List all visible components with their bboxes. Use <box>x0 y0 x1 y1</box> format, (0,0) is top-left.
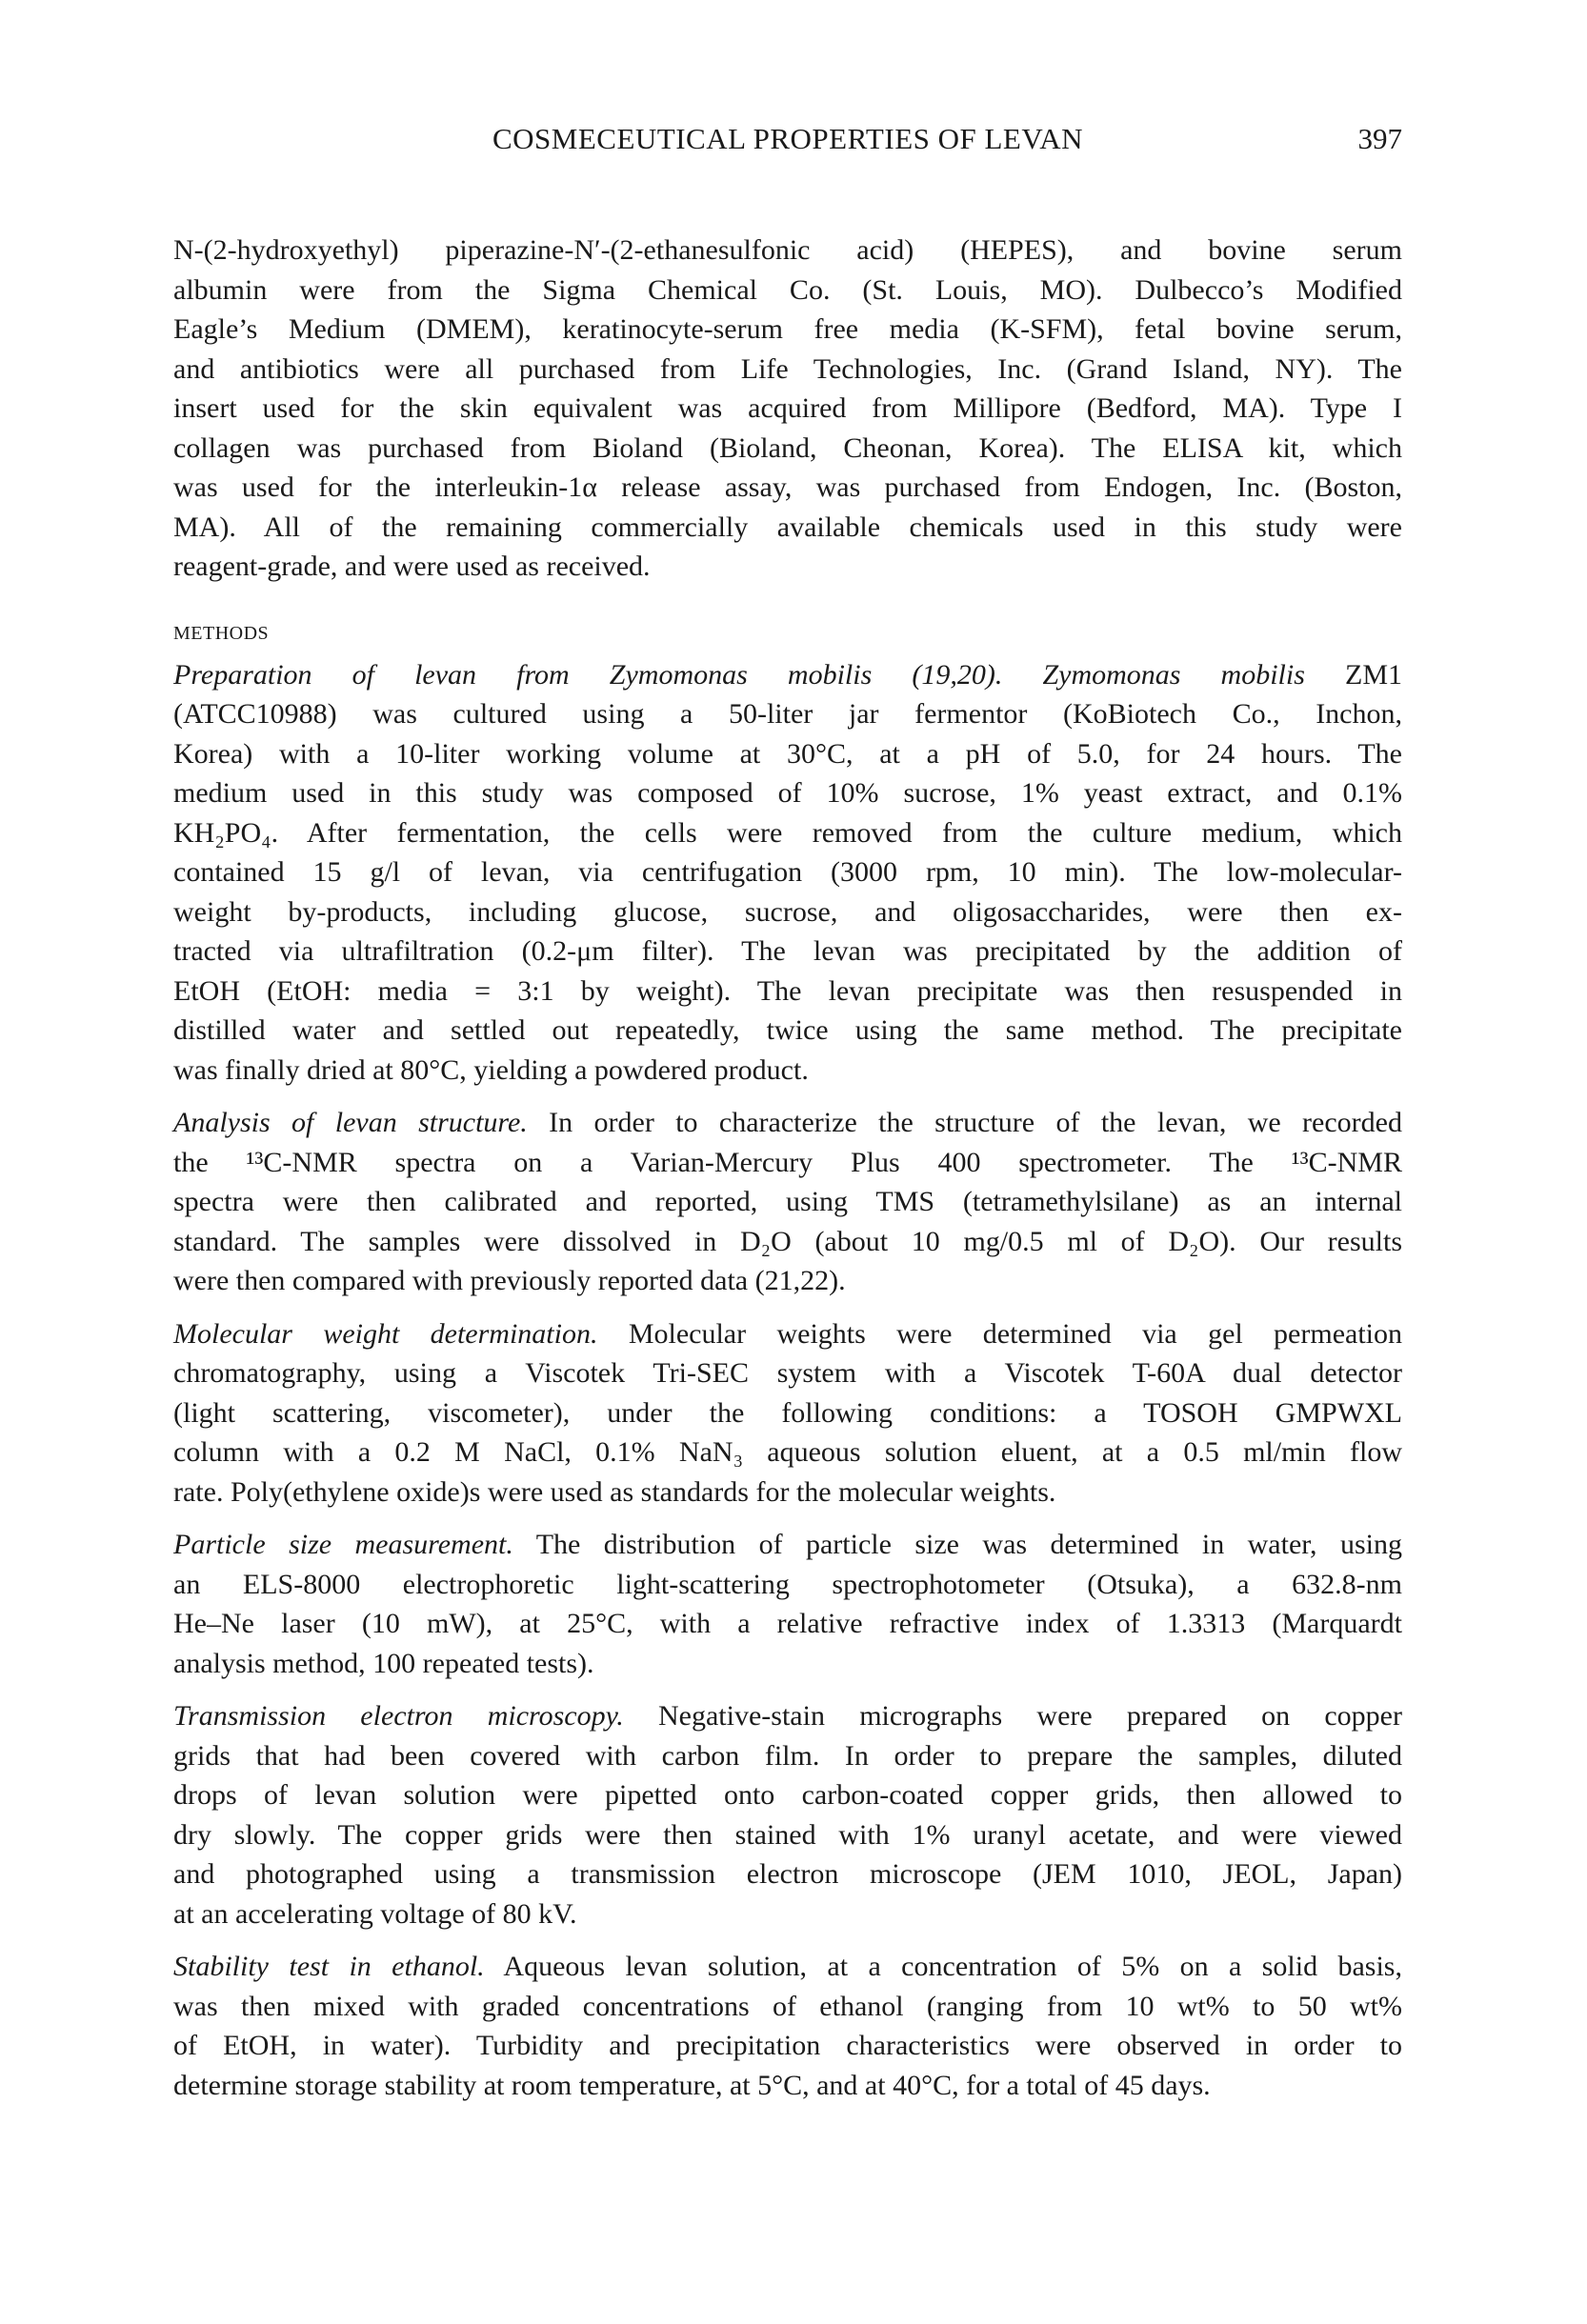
text-line: reagent-grade, and were used as received. <box>173 551 651 582</box>
text-line <box>173 1525 1402 1565</box>
preparation-paragraph <box>173 655 1402 1091</box>
text-run: In order to characterize the structure of the levan, we recorded <box>527 1107 1402 1138</box>
page-number: 397 <box>1357 122 1402 155</box>
text-line: KH₂PO₄. After fermentation, the cells were removed from the culture medium, which <box>173 816 1402 849</box>
text-run: Negative-stain micrographs were prepared on copper <box>623 1700 1402 1732</box>
text-line <box>173 1103 1402 1143</box>
text-run: The distribution of particle size was determined in water, using <box>512 1529 1402 1560</box>
tem-paragraph <box>173 1696 1402 1933</box>
text-line <box>173 1314 1402 1354</box>
text-line <box>173 1696 1402 1736</box>
text-line: analysis method, 100 repeated tests). <box>173 1647 594 1679</box>
run-in-heading: Preparation of levan from Zymomonas mobilis (19,20). Zymomonas mobilis <box>173 658 1305 691</box>
section-heading-methods: METHODS <box>173 622 270 644</box>
running-title: COSMECEUTICAL PROPERTIES OF LEVAN <box>492 122 1084 155</box>
text-line <box>173 655 1402 695</box>
run-in-heading: Stability test in ethanol. <box>173 1951 485 1982</box>
text-line: the ¹³C-NMR spectra on a Varian-Mercury Plus 400 spectrometer. The ¹³C-NMR <box>173 1146 1402 1178</box>
text-line: grids that had been covered with carbon film. In order to prepare the samples, diluted <box>173 1739 1402 1772</box>
text-line: chromatography, using a Viscotek Tri-SEC system with a Viscotek T-60A dual detector <box>173 1357 1402 1389</box>
text-line: dry slowly. The copper grids were then stained with 1% uranyl acetate, and were viewed <box>173 1818 1402 1851</box>
text-line <box>173 1947 1402 1987</box>
text-line: Eagle’s Medium (DMEM), keratinocyte-serum free media (K-SFM), fetal bovine serum, <box>173 313 1402 345</box>
text-line: Korea) with a 10-liter working volume at 30°C, at a pH of 5.0, for 24 hours. The <box>173 737 1402 770</box>
text-line: EtOH (EtOH: media = 3:1 by weight). The levan precipitate was then resuspended in <box>173 974 1402 1007</box>
run-in-heading: Transmission electron microscopy. <box>173 1700 624 1732</box>
molecular-weight-paragraph <box>173 1314 1402 1513</box>
materials-paragraph <box>173 230 1402 587</box>
text-line: were then compared with previously reported data (21,22). <box>173 1265 846 1296</box>
text-line: insert used for the skin equivalent was acquired from Millipore (Bedford, MA). Type I <box>173 392 1402 424</box>
stability-paragraph <box>173 1947 1402 2105</box>
run-in-heading: Particle size measurement. <box>173 1529 513 1560</box>
text-line: was finally dried at 80°C, yielding a powdered product. <box>173 1053 809 1086</box>
text-line: N-(2-hydroxyethyl) piperazine-N′-(2-ethanesulfonic acid) (HEPES), and bovine serum <box>173 234 1402 266</box>
text-line: and photographed using a transmission electron microscope (JEM 1010, JEOL, Japan) <box>173 1858 1402 1890</box>
text-line: at an accelerating voltage of 80 kV. <box>173 1897 577 1930</box>
text-line: determine storage stability at room temperature, at 5°C, and at 40°C, for a total of 45 days. <box>173 2069 1211 2101</box>
text-line: He–Ne laser (10 mW), at 25°C, with a relative refractive index of 1.3313 (Marquardt <box>173 1608 1402 1639</box>
text-line: albumin were from the Sigma Chemical Co. (St. Louis, MO). Dulbecco’s Modified <box>173 273 1402 306</box>
text-line: drops of levan solution were pipetted onto carbon-coated copper grids, then allowed to <box>173 1779 1402 1811</box>
text-line: (ATCC10988) was cultured using a 50-liter jar fermentor (KoBiotech Co., Inchon, <box>173 698 1402 730</box>
text-line: was used for the interleukin-1α release assay, was purchased from Endogen, Inc. (Boston, <box>173 471 1402 503</box>
text-line: of EtOH, in water). Turbidity and precipitation characteristics were observed in order to <box>173 2030 1402 2061</box>
text-line: medium used in this study was composed of 10% sucrose, 1% yeast extract, and 0.1% <box>173 777 1402 809</box>
text-run: Molecular weights were determined via gel permeation <box>597 1317 1403 1350</box>
particle-size-paragraph <box>173 1525 1402 1683</box>
text-run: ZM1 <box>1304 658 1403 691</box>
body-text <box>173 230 1402 2118</box>
text-line: spectra were then calibrated and reported, using TMS (tetramethylsilane) as an internal <box>173 1186 1402 1217</box>
text-line: contained 15 g/l of levan, via centrifugation (3000 rpm, 10 min). The low-molecular- <box>173 856 1402 888</box>
running-header <box>173 122 1402 164</box>
run-in-heading: Molecular weight determination. <box>173 1317 598 1350</box>
text-line: was then mixed with graded concentrations of ethanol (ranging from 10 wt% to 50 wt% <box>173 1990 1402 2022</box>
text-line: distilled water and settled out repeatedly, twice using the same method. The precipitate <box>173 1014 1402 1046</box>
analysis-paragraph <box>173 1103 1402 1301</box>
text-line: collagen was purchased from Bioland (Bioland, Cheonan, Korea). The ELISA kit, which <box>173 431 1402 464</box>
text-line: rate. Poly(ethylene oxide)s were used as standards for the molecular weights. <box>173 1475 1056 1508</box>
text-line: an ELS-8000 electrophoretic light-scattering spectrophotometer (Otsuka), a 632.8-nm <box>173 1568 1402 1600</box>
text-line: weight by-products, including glucose, sucrose, and oligosaccharides, were then ex- <box>173 895 1402 928</box>
run-in-heading: Analysis of levan structure. <box>173 1107 528 1138</box>
text-line: and antibiotics were all purchased from Life Technologies, Inc. (Grand Island, NY). The <box>173 352 1402 385</box>
text-line: tracted via ultrafiltration (0.2-μm filter). The levan was precipitated by the addition of <box>173 935 1402 967</box>
text-line: MA). All of the remaining commercially available chemicals used in this study were <box>173 511 1402 543</box>
text-run: Aqueous levan solution, at a concentration of 5% on a solid basis, <box>484 1951 1402 1982</box>
text-line: standard. The samples were dissolved in D₂O (about 10 mg/0.5 ml of D₂O). Our results <box>173 1225 1402 1257</box>
text-line: column with a 0.2 M NaCl, 0.1% NaN₃ aqueous solution eluent, at a 0.5 ml/min flow <box>173 1436 1402 1468</box>
text-line: (light scattering, viscometer), under the following conditions: a TOSOH GMPWXL <box>173 1396 1402 1429</box>
